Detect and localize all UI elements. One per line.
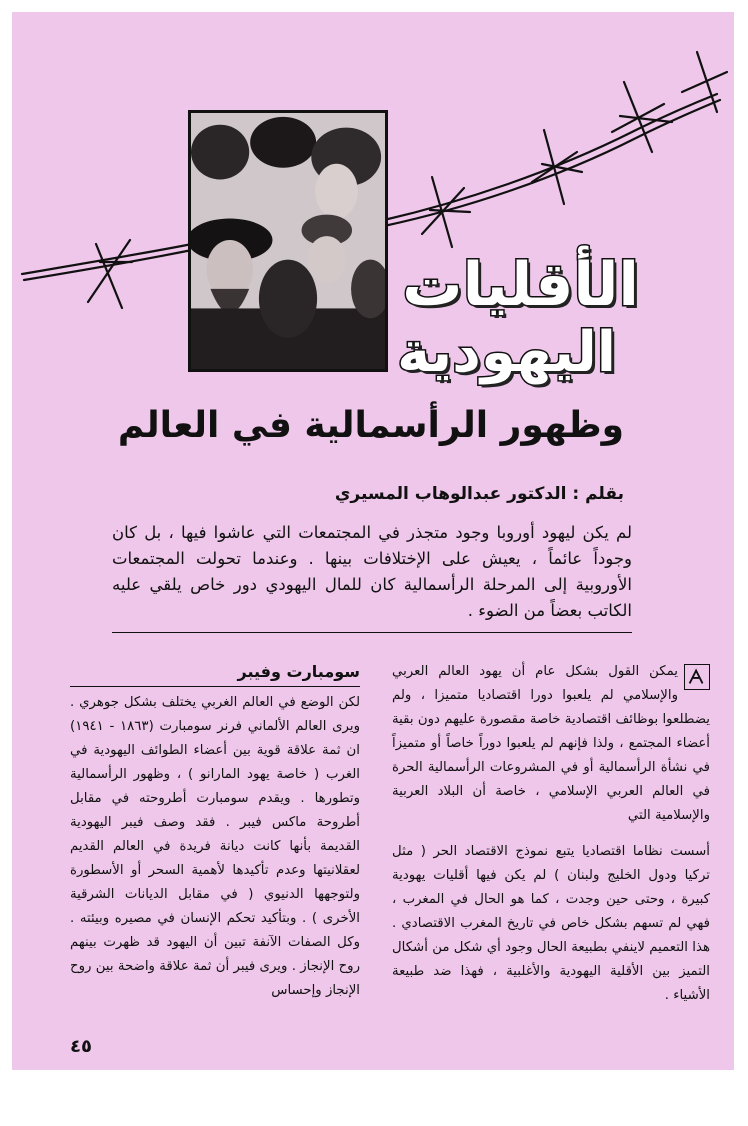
page-number: ٤٥ xyxy=(70,1036,92,1057)
section-marker-icon xyxy=(684,664,710,690)
right-column-paragraph-1: يمكن القول بشكل عام أن يهود العالم العربي والإسلامي لم يلعبوا دورا اقتصاديا متميزا ، ولم يضطلعوا بوظائف اقتصادية خاصة مقصورة عليهم دون بقية أعضاء المجتمع ، ولذا فإنهم لم يلعبوا دوراً خاصاً أو متميزاً في نشأة الرأسمالية أو في المشروعات الرأسمالية الحرة في العالم العربي الإسلامي ، خاصة أن البلاد العربية والإسلامية التي xyxy=(392,664,710,823)
article-title-line-2: اليهودية xyxy=(397,320,616,385)
left-text-column xyxy=(70,660,360,1003)
right-column-paragraph-2: أسست نظاما اقتصاديا يتبع نموذج الاقتصاد الحر ( مثل تركيا ودول الخليج ولبنان ) لم يكن فيها أقليات يهودية كبيرة ، وحتى حين وجدت ، كما هو الحال في المغرب ، فهي لم تسهم بشكل خاص في تاريخ المغرب الاقتصادي . هذا التعميم لاينفي بطبيعة الحال وجود أي شكل من أشكال التميز بين الأقلية اليهودية والأغلبية ، فهذا ضد طبيعة الأشياء . xyxy=(392,844,710,1003)
introduction-divider xyxy=(112,632,632,633)
article-introduction xyxy=(112,520,632,624)
section-heading: سومبارت وفيبر xyxy=(70,660,360,687)
left-column-paragraph-1: لكن الوضع في العالم الغربي يختلف بشكل جوهري . ويرى العالم الألماني فرنر سومبارت (١٨٦٣ - ١٩٤١) ان ثمة علاقة قوية بين أعضاء الطوائف اليهودية في الغرب ( خاصة يهود المارانو ) ، وظهور الرأسمالية وتطورها . ويقدم سومبارت أطروحته في مقابل أطروحة ماكس فيبر . فقد وصف فيبر اليهودية القديمة بأنها كانت ديانة فريدة في العالم القديم لعقلانيتها وعدم تأكيدها لأهمية السحر أو الأسطورة ولتوجهها الدنيوي ( في مقابل الديانات الشرقية الأخرى ) . وبتأكيد تحكم الإنسان في مصيره وبيئته . وكل الصفات الآنفة تبين أن اليهود قد ظهرت بينهم روح الإنجاز . ويرى فيبر أن ثمة علاقة واضحة بين روح الإنجاز وإحساس xyxy=(70,695,360,998)
article-subtitle: وظهور الرأسمالية في العالم xyxy=(117,405,624,446)
magazine-page xyxy=(12,12,734,1070)
article-byline: بقلم : الدكتور عبدالوهاب المسيري xyxy=(334,484,624,504)
crowd-photograph xyxy=(188,110,388,372)
introduction-text: لم يكن ليهود أوروبا وجود متجذر في المجتمعات التي عاشوا فيها ، بل كان وجوداً عائماً ، يعيش على الإختلافات بينها . وعندما تحولت المجتمعات الأوروبية إلى المرحلة الرأسمالية كان للمال اليهودي دور خاص يلقي عليه الكاتب بعضاً من الضوء . xyxy=(112,523,632,620)
right-text-column xyxy=(392,660,710,1008)
article-title-line-1: الأقليات xyxy=(402,250,639,320)
